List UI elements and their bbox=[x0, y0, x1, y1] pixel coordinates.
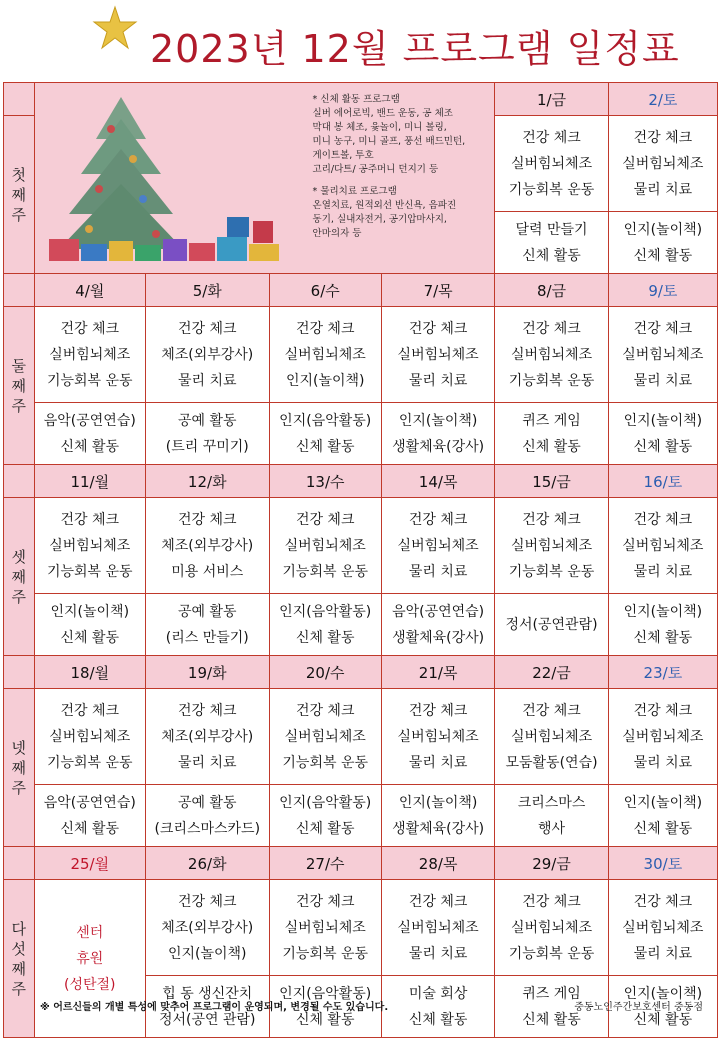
activity-line: 물리 치료 bbox=[633, 945, 693, 962]
day-date: 30/토 bbox=[608, 847, 717, 880]
activity-cell-2 bbox=[34, 785, 145, 847]
activity-line: 실버힘뇌체조 bbox=[284, 919, 366, 936]
activity-line: 인지(놀이책) bbox=[285, 372, 365, 389]
day-date: 13/수 bbox=[269, 465, 381, 498]
activity-line: 생활체육(강사) bbox=[392, 820, 485, 837]
intro-line: 고리/다트/ 공주머니 던지기 등 bbox=[312, 164, 439, 175]
intro-line: 온열치료, 원적외선 반신욕, 음파진 bbox=[312, 200, 457, 211]
activity-line: 인지(놀이책) bbox=[398, 412, 478, 429]
day-date: 23/토 bbox=[608, 656, 717, 689]
activity-line: 실버힘뇌체조 bbox=[397, 537, 479, 554]
week-label bbox=[4, 116, 35, 274]
activity-line: 체조(외부강사) bbox=[161, 728, 254, 745]
week-label-char: 주 bbox=[11, 778, 27, 797]
activity-cell-2 bbox=[381, 785, 494, 847]
page-title: 2023년 12월 프로그램 일정표 bbox=[150, 27, 680, 71]
activity-line: 물리 치료 bbox=[633, 754, 693, 771]
week-header-spacer bbox=[4, 656, 35, 689]
activity-cell bbox=[381, 689, 494, 785]
activity-cell-2 bbox=[608, 403, 717, 465]
activity-line: 신체 활동 bbox=[60, 820, 120, 837]
week-header-spacer bbox=[4, 274, 35, 307]
activity-cell bbox=[381, 307, 494, 403]
week-label-char: 주 bbox=[11, 205, 27, 224]
footer-note: ※ 어르신들의 개별 특성에 맞추어 프로그램이 운영되며, 변경될 수도 있습니다. bbox=[40, 1002, 389, 1013]
activity-row bbox=[4, 307, 718, 403]
week-label-char: 째 bbox=[11, 758, 27, 777]
activity-line: 신체 활동 bbox=[522, 247, 581, 264]
activity-line: 기능회복 운동 bbox=[508, 181, 595, 198]
week-header-row bbox=[4, 847, 718, 880]
activity-cell-2 bbox=[146, 785, 270, 847]
intro-line: 막대 봉 체조, 윷놀이, 미니 볼링, bbox=[312, 122, 447, 133]
activity-cell bbox=[269, 880, 381, 976]
intro-line: 미니 농구, 미니 골프, 풍선 배드민턴, bbox=[312, 136, 466, 147]
activity-line: 건강 체크 bbox=[295, 702, 355, 719]
activity-line: 신체 활동 bbox=[295, 629, 355, 646]
closed-line: 센터 bbox=[76, 924, 104, 941]
activity-line: (트리 꾸미기) bbox=[165, 438, 249, 455]
activity-line: 신체 활동 bbox=[633, 820, 693, 837]
week-label bbox=[4, 498, 35, 656]
intro-gap bbox=[313, 177, 495, 185]
activity-line: 건강 체크 bbox=[177, 511, 237, 528]
activity-row-2 bbox=[4, 403, 718, 465]
activity-line: 퀴즈 게임 bbox=[522, 985, 581, 1002]
activity-cell-2 bbox=[34, 403, 145, 465]
day-date: 8/금 bbox=[495, 274, 608, 307]
activity-line: 실버힘뇌체조 bbox=[622, 919, 704, 936]
activity-cell-2 bbox=[269, 403, 381, 465]
activity-line: 기능회복 운동 bbox=[508, 372, 595, 389]
activity-row bbox=[4, 689, 718, 785]
activity-line: 건강 체크 bbox=[177, 320, 237, 337]
closed-line: (성탄절) bbox=[64, 976, 116, 993]
activity-line: 실버힘뇌체조 bbox=[622, 346, 704, 363]
activity-line: 인지(놀이책) bbox=[623, 221, 703, 238]
week-header-row bbox=[4, 83, 718, 116]
activity-row bbox=[4, 880, 718, 976]
intro-line: 안마의자 등 bbox=[312, 228, 362, 239]
activity-line: 신체 활동 bbox=[633, 1011, 693, 1028]
activity-line: 실버힘뇌체조 bbox=[510, 919, 593, 936]
activity-line: 인지(음악활동) bbox=[279, 794, 372, 811]
activity-cell-2 bbox=[495, 212, 608, 274]
activity-cell bbox=[269, 689, 381, 785]
day-date: 16/토 bbox=[608, 465, 717, 498]
activity-line: 미용 서비스 bbox=[171, 563, 244, 580]
week-header-spacer bbox=[4, 847, 35, 880]
day-date: 9/토 bbox=[608, 274, 717, 307]
day-date: 15/금 bbox=[495, 465, 608, 498]
day-date: 14/목 bbox=[381, 465, 494, 498]
activity-cell-2 bbox=[34, 594, 145, 656]
activity-line: 인지(놀이책) bbox=[623, 603, 703, 620]
activity-line: 물리 치료 bbox=[633, 181, 693, 198]
activity-line: 실버힘뇌체조 bbox=[284, 728, 366, 745]
activity-line: 실버힘뇌체조 bbox=[622, 728, 704, 745]
activity-cell-2 bbox=[495, 785, 608, 847]
activity-cell bbox=[381, 498, 494, 594]
activity-line: 기능회복 운동 bbox=[46, 754, 133, 771]
day-date: 4/월 bbox=[34, 274, 145, 307]
activity-line: 음악(공연연습) bbox=[43, 412, 136, 429]
activity-line: 물리 치료 bbox=[408, 372, 468, 389]
activity-line: 인지(놀이책) bbox=[167, 945, 247, 962]
intro-line: * 물리치료 프로그램 bbox=[312, 186, 397, 197]
activity-line: 신체 활동 bbox=[295, 1011, 355, 1028]
activity-line: 기능회복 운동 bbox=[282, 563, 369, 580]
activity-cell bbox=[495, 880, 608, 976]
activity-line: 인지(놀이책) bbox=[623, 794, 703, 811]
star-icon bbox=[92, 5, 138, 51]
activity-cell-2 bbox=[608, 594, 717, 656]
intro-line: * 신체 활동 프로그램 bbox=[312, 94, 400, 105]
activity-line: 실버힘뇌체조 bbox=[397, 728, 479, 745]
activity-line: 건강 체크 bbox=[522, 893, 581, 910]
activity-line: 달력 만들기 bbox=[515, 221, 588, 238]
schedule-table bbox=[3, 82, 718, 1038]
activity-line: 실버힘뇌체조 bbox=[622, 537, 704, 554]
week-label-char: 주 bbox=[11, 587, 27, 606]
day-date: 20/수 bbox=[269, 656, 381, 689]
activity-line: 인지(음악활동) bbox=[279, 985, 372, 1002]
activity-line: 기능회복 운동 bbox=[46, 372, 133, 389]
day-date: 21/목 bbox=[381, 656, 494, 689]
activity-line: 정서(공연관람) bbox=[505, 616, 598, 633]
closed-line: 휴원 bbox=[76, 950, 104, 967]
activity-cell bbox=[608, 307, 717, 403]
activity-line: 건강 체크 bbox=[177, 702, 237, 719]
day-date: 1/금 bbox=[495, 83, 608, 116]
week-header-spacer bbox=[4, 465, 35, 498]
activity-line: 건강 체크 bbox=[633, 129, 693, 146]
activity-cell-2 bbox=[608, 212, 717, 274]
activity-line: (리스 만들기) bbox=[165, 629, 249, 646]
activity-line: 실버힘뇌체조 bbox=[510, 537, 593, 554]
activity-cell-2 bbox=[269, 594, 381, 656]
activity-cell bbox=[608, 498, 717, 594]
activity-line: 건강 체크 bbox=[60, 702, 120, 719]
activity-cell bbox=[495, 498, 608, 594]
activity-cell bbox=[34, 498, 145, 594]
day-date: 11/월 bbox=[34, 465, 145, 498]
title-area bbox=[0, 0, 718, 80]
week-label bbox=[4, 307, 35, 465]
activity-cell bbox=[608, 880, 717, 976]
week-label-char: 다 bbox=[11, 919, 27, 938]
activity-line: 건강 체크 bbox=[522, 320, 581, 337]
week-header-row bbox=[4, 465, 718, 498]
activity-line: 실버힘뇌체조 bbox=[49, 537, 131, 554]
activity-line: 건강 체크 bbox=[60, 511, 120, 528]
day-date: 22/금 bbox=[495, 656, 608, 689]
activity-line: 정서(공연 관람) bbox=[158, 1011, 256, 1028]
activity-line: 음악(공연연습) bbox=[392, 603, 485, 620]
activity-line: 신체 활동 bbox=[295, 820, 355, 837]
activity-line: 모둠활동(연습) bbox=[505, 754, 598, 771]
activity-line: 물리 치료 bbox=[633, 372, 693, 389]
activity-line: 건강 체크 bbox=[633, 320, 693, 337]
activity-line: 실버힘뇌체조 bbox=[510, 346, 593, 363]
activity-line: 실버힘뇌체조 bbox=[284, 537, 366, 554]
activity-line: 신체 활동 bbox=[522, 1011, 581, 1028]
activity-line: 실버힘뇌체조 bbox=[49, 346, 131, 363]
activity-line: 실버힘뇌체조 bbox=[510, 728, 593, 745]
activity-line: 기능회복 운동 bbox=[508, 945, 595, 962]
activity-line: 건강 체크 bbox=[522, 129, 581, 146]
activity-cell bbox=[146, 307, 270, 403]
activity-line: 실버힘뇌체조 bbox=[397, 346, 479, 363]
day-date: 6/수 bbox=[269, 274, 381, 307]
activity-line: 미술 회상 bbox=[408, 985, 468, 1002]
activity-cell-2 bbox=[146, 403, 270, 465]
activity-line: 기능회복 운동 bbox=[282, 754, 369, 771]
activity-cell bbox=[381, 880, 494, 976]
week-header-row bbox=[4, 274, 718, 307]
activity-line: 기능회복 운동 bbox=[282, 945, 369, 962]
activity-cell bbox=[34, 689, 145, 785]
week-label-char: 주 bbox=[11, 979, 27, 998]
footer bbox=[0, 994, 718, 1021]
day-date: 25/월 bbox=[34, 847, 145, 880]
activity-cell bbox=[146, 880, 270, 976]
day-date: 26/화 bbox=[146, 847, 270, 880]
activity-line: 인지(놀이책) bbox=[398, 794, 478, 811]
activity-line: 힙 동 생신잔치 bbox=[162, 985, 253, 1002]
day-date: 28/목 bbox=[381, 847, 494, 880]
activity-line: 건강 체크 bbox=[60, 320, 120, 337]
week-label-char: 주 bbox=[11, 396, 27, 415]
activity-line: 건강 체크 bbox=[295, 320, 355, 337]
activity-line: 신체 활동 bbox=[633, 438, 693, 455]
intro-notes bbox=[313, 93, 495, 241]
activity-cell bbox=[495, 307, 608, 403]
activity-line: 건강 체크 bbox=[177, 893, 237, 910]
intro-line: 실버 에어로빅, 밴드 운동, 공 체조 bbox=[312, 108, 453, 119]
activity-line: 건강 체크 bbox=[633, 702, 693, 719]
activity-line: 건강 체크 bbox=[408, 893, 468, 910]
activity-line: 크리스마스 bbox=[517, 794, 586, 811]
day-date: 19/화 bbox=[146, 656, 270, 689]
activity-line: 체조(외부강사) bbox=[161, 919, 254, 936]
intro-line: 게이트볼, 투호 bbox=[312, 150, 374, 161]
day-date: 18/월 bbox=[34, 656, 145, 689]
activity-line: 기능회복 운동 bbox=[508, 563, 595, 580]
week-label-char: 둘 bbox=[11, 356, 27, 375]
week-label-char: 섯 bbox=[11, 939, 27, 958]
center-name: 중동노인주간보호센터 중동점 bbox=[574, 1002, 703, 1013]
activity-line: 건강 체크 bbox=[295, 893, 355, 910]
activity-line: 신체 활동 bbox=[60, 438, 120, 455]
activity-line: 건강 체크 bbox=[408, 320, 468, 337]
activity-line: 실버힘뇌체조 bbox=[397, 919, 479, 936]
activity-cell-2 bbox=[608, 785, 717, 847]
christmas-tree-icon bbox=[41, 89, 291, 264]
activity-line: 실버힘뇌체조 bbox=[510, 155, 593, 172]
activity-row-2 bbox=[4, 785, 718, 847]
activity-cell-2 bbox=[495, 403, 608, 465]
activity-line: 기능회복 운동 bbox=[46, 563, 133, 580]
activity-cell bbox=[269, 307, 381, 403]
activity-line: 신체 활동 bbox=[60, 629, 120, 646]
intro-line: 동기, 실내자전거, 공기압마사지, bbox=[312, 214, 447, 225]
activity-line: 건강 체크 bbox=[408, 702, 468, 719]
activity-line: 생활체육(강사) bbox=[392, 629, 485, 646]
activity-cell bbox=[608, 689, 717, 785]
week-label bbox=[4, 689, 35, 847]
intro-panel bbox=[34, 83, 495, 274]
day-date: 27/수 bbox=[269, 847, 381, 880]
activity-line: 물리 치료 bbox=[408, 754, 468, 771]
week-header-row bbox=[4, 656, 718, 689]
week-label-char: 째 bbox=[11, 567, 27, 586]
activity-cell-2 bbox=[269, 785, 381, 847]
activity-line: 인지(음악활동) bbox=[279, 412, 372, 429]
activity-line: 인지(음악활동) bbox=[279, 603, 372, 620]
activity-cell bbox=[146, 498, 270, 594]
activity-row-2 bbox=[4, 594, 718, 656]
activity-line: 체조(외부강사) bbox=[161, 346, 254, 363]
week-label-char: 첫 bbox=[11, 165, 27, 184]
day-date: 12/화 bbox=[146, 465, 270, 498]
week-label-char: 째 bbox=[11, 376, 27, 395]
activity-line: 인지(놀이책) bbox=[50, 603, 130, 620]
activity-line: 건강 체크 bbox=[522, 511, 581, 528]
activity-line: 물리 치료 bbox=[177, 754, 237, 771]
day-date: 2/토 bbox=[608, 83, 717, 116]
activity-line: 건강 체크 bbox=[295, 511, 355, 528]
activity-line: 실버힘뇌체조 bbox=[622, 155, 704, 172]
activity-row bbox=[4, 498, 718, 594]
day-date: 5/화 bbox=[146, 274, 270, 307]
activity-cell bbox=[146, 689, 270, 785]
activity-line: 건강 체크 bbox=[522, 702, 581, 719]
activity-line: 공예 활동 bbox=[177, 412, 237, 429]
activity-line: 퀴즈 게임 bbox=[522, 412, 581, 429]
activity-line: 건강 체크 bbox=[633, 893, 693, 910]
activity-line: (크리스마스카드) bbox=[154, 820, 261, 837]
activity-cell-2 bbox=[381, 403, 494, 465]
activity-cell bbox=[608, 116, 717, 212]
activity-line: 공예 활동 bbox=[177, 794, 237, 811]
activity-line: 건강 체크 bbox=[633, 511, 693, 528]
activity-line: 실버힘뇌체조 bbox=[49, 728, 131, 745]
activity-line: 물리 치료 bbox=[177, 372, 237, 389]
week-label-char: 넷 bbox=[11, 738, 27, 757]
activity-line: 물리 치료 bbox=[633, 563, 693, 580]
activity-line: 인지(놀이책) bbox=[623, 412, 703, 429]
activity-line: 물리 치료 bbox=[408, 945, 468, 962]
week-header-spacer bbox=[4, 83, 35, 116]
activity-cell bbox=[495, 116, 608, 212]
week-label-char: 셋 bbox=[11, 547, 27, 566]
week-label-char: 째 bbox=[11, 185, 27, 204]
day-date: 29/금 bbox=[495, 847, 608, 880]
activity-line: 신체 활동 bbox=[295, 438, 355, 455]
activity-line: 물리 치료 bbox=[408, 563, 468, 580]
activity-cell bbox=[269, 498, 381, 594]
day-date: 7/목 bbox=[381, 274, 494, 307]
activity-line: 체조(외부강사) bbox=[161, 537, 254, 554]
activity-line: 생활체육(강사) bbox=[392, 438, 485, 455]
activity-cell bbox=[495, 689, 608, 785]
activity-cell-2 bbox=[495, 594, 608, 656]
activity-line: 음악(공연연습) bbox=[43, 794, 136, 811]
activity-cell bbox=[34, 307, 145, 403]
week-label-char: 째 bbox=[11, 959, 27, 978]
activity-line: 행사 bbox=[538, 820, 566, 837]
activity-line: 공예 활동 bbox=[177, 603, 237, 620]
activity-line: 인지(놀이책) bbox=[623, 985, 703, 1002]
activity-line: 신체 활동 bbox=[522, 438, 581, 455]
activity-cell-2 bbox=[146, 594, 270, 656]
activity-line: 신체 활동 bbox=[633, 629, 693, 646]
activity-line: 실버힘뇌체조 bbox=[284, 346, 366, 363]
activity-line: 신체 활동 bbox=[408, 1011, 468, 1028]
activity-line: 신체 활동 bbox=[633, 247, 693, 264]
activity-cell-2 bbox=[381, 594, 494, 656]
activity-line: 건강 체크 bbox=[408, 511, 468, 528]
